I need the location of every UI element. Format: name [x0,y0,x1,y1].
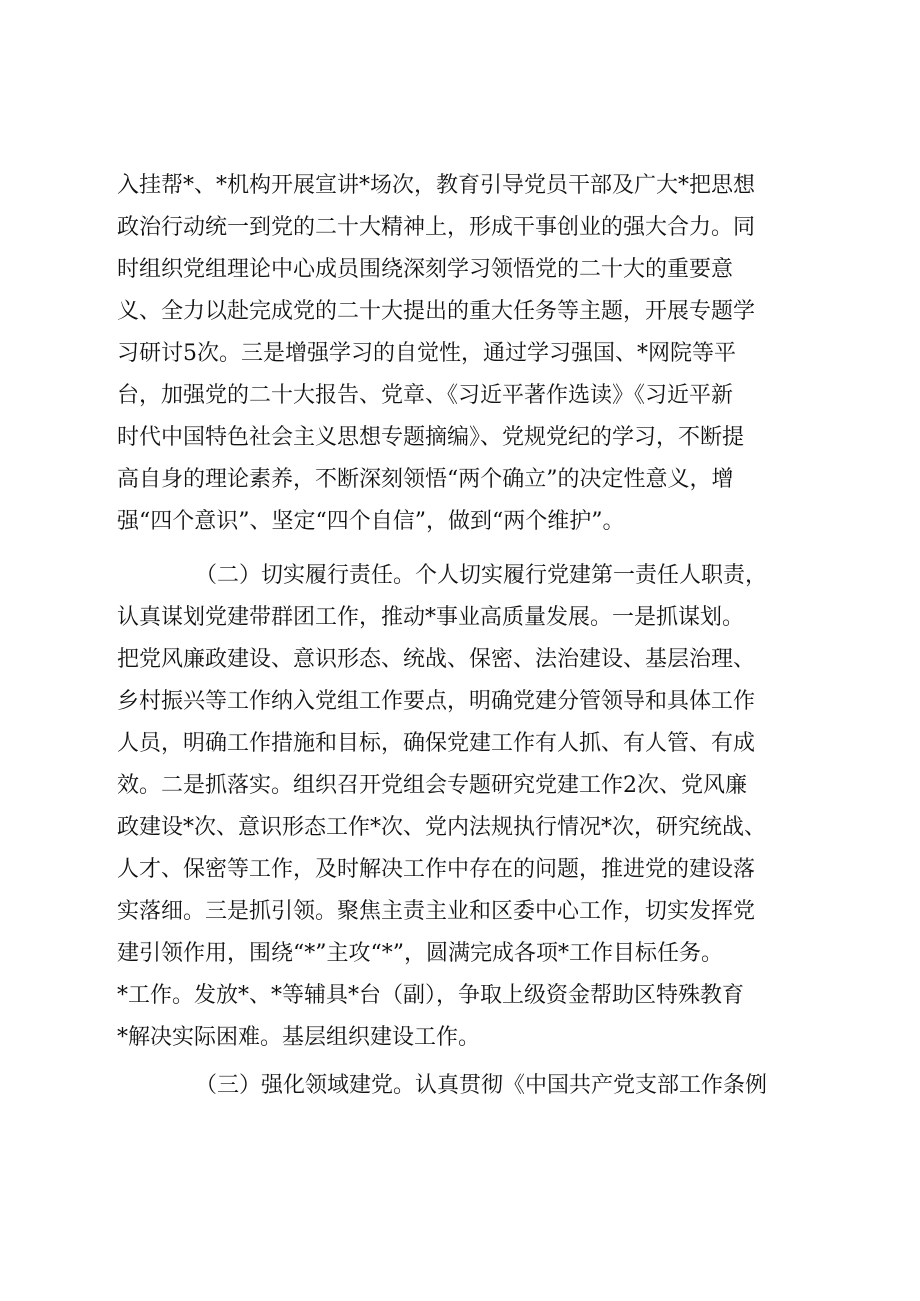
paragraph-line: 人员，明确工作措施和目标，确保党建工作有人抓、有人管、有成 [117,731,756,756]
paragraph-line: 把党风廉政建设、意识形态、统战、保密、法治建设、基层治理、 [117,647,756,672]
paragraph-line: 入挂帮*、*机构开展宣讲*场次，教育引导党员干部及广大*把思想 [117,173,756,198]
paragraph-line: 人才、保密等工作，及时解决工作中存在的问题，推进党的建设落 [117,857,756,882]
paragraph-line: 乡村振兴等工作纳入党组工作要点，明确党建分管领导和具体工作 [117,689,756,714]
section-heading-line: （二）切实履行责任。个人切实履行党建第一责任人职责， [195,563,768,588]
paragraph-line: 习研讨5次。三是增强学习的自觉性，通过学习强国、*网院等平 [117,341,736,366]
paragraph-1 [117,165,817,543]
paragraph-line: 效。二是抓落实。组织召开党组会专题研究党建工作2次、党风廉 [117,773,747,798]
paragraph-line: 高自身的理论素养，不断深刻领悟“两个确立”的决定性意义，增 [117,467,734,492]
paragraph-line: 台，加强党的二十大报告、党章、《习近平著作选读》《习近平新 [117,383,734,408]
section-heading-line: （三）强化领域建党。认真贯彻《中国共产党支部工作条例 [195,1073,768,1098]
paragraph-line: 时代中国特色社会主义思想专题摘编》、党规党纪的学习，不断提 [117,425,745,450]
paragraph-line: 认真谋划党建带群团工作，推动*事业高质量发展。一是抓谋划。 [117,605,745,630]
paragraph-line: 时组织党组理论中心成员围绕深刻学习领悟党的二十大的重要意 [117,257,734,282]
paragraph-2 [117,555,817,1059]
paragraph-line: 政治行动统一到党的二十大精神上，形成干事创业的强大合力。同 [117,215,756,240]
paragraph-line: 政建设*次、意识形态工作*次、党内法规执行情况*次，研究统战、 [117,815,767,840]
paragraph-line: 建引领作用，围绕“*”主攻“*”，圆满完成各项*工作目标任务。 [117,941,723,966]
paragraph-line: *解决实际困难。基层组织建设工作。 [117,1025,481,1050]
paragraph-3 [117,1065,817,1107]
paragraph-line: 义、全力以赴完成党的二十大提出的重大任务等主题，开展专题学 [117,299,756,324]
paragraph-line: *工作。发放*、*等辅具*台（副），争取上级资金帮助区特殊教育 [117,983,745,1008]
paragraph-line: 强“四个意识”、坚定“四个自信”，做到“两个维护”。 [117,509,625,534]
paragraph-line: 实落细。三是抓引领。聚焦主责主业和区委中心工作，切实发挥党 [117,899,756,924]
